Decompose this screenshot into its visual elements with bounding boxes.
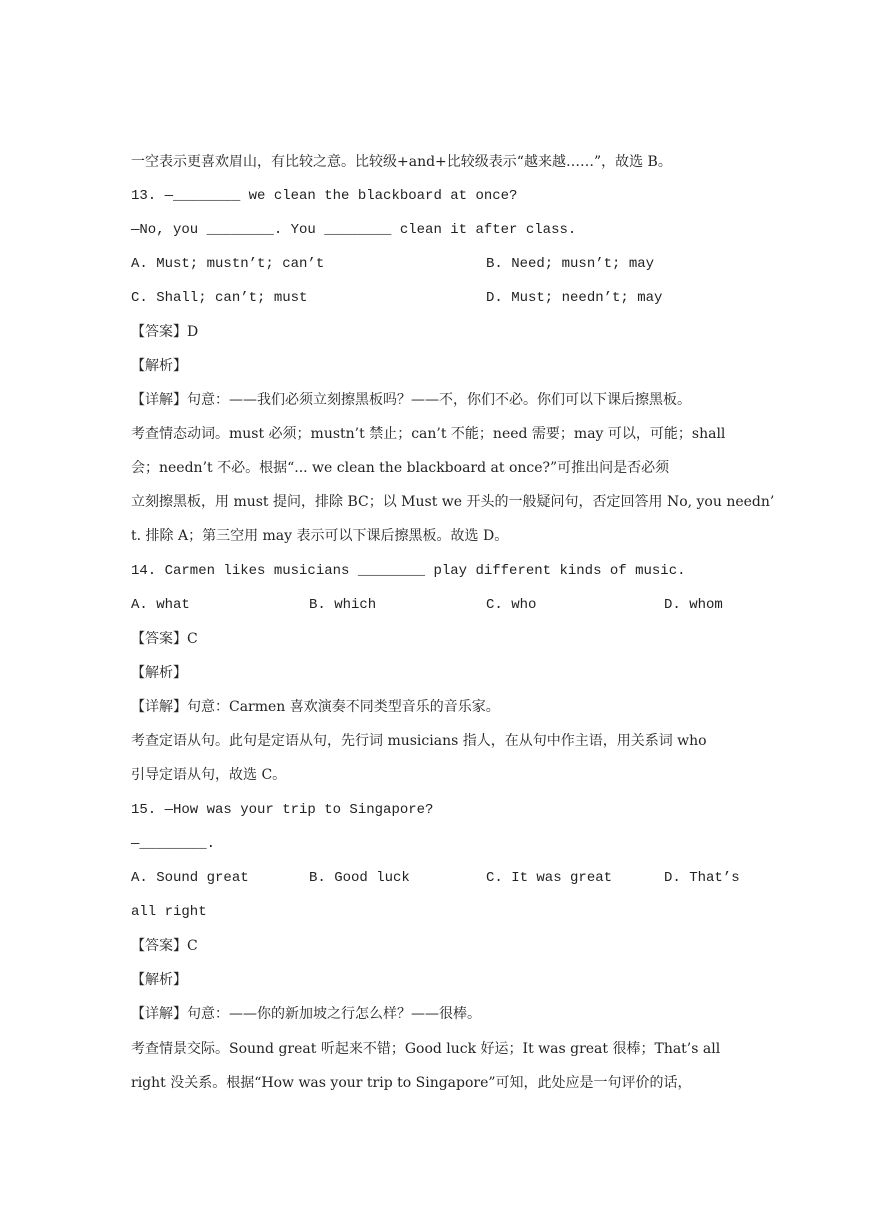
question-13-response: —No, you ________. You ________ clean it after class. [131, 222, 577, 238]
text-line: 一空表示更喜欢眉山，有比较之意。比较级+and+比较级表示“越来越……”，故选 B。 [131, 154, 672, 170]
option-14-a: A. what [131, 597, 190, 613]
analysis-15-line: 考查情景交际。Sound great 听起来不错；Good luck 好运；It was great 很棒；That’s all [131, 1041, 721, 1057]
option-13-a: A. Must; mustn’t; can’t [131, 256, 325, 272]
option-13-b: B. Need; musn’t; may [486, 256, 655, 272]
analysis-13-line: 【详解】句意：——我们必须立刻擦黑板吗？——不，你们不必。你们可以下课后擦黑板。 [131, 392, 691, 408]
answer-13: 【答案】D [131, 324, 199, 340]
analysis-13-line: 立刻擦黑板，用 must 提问，排除 BC；以 Must we 开头的一般疑问句，否定回答用 No, you needn’ [131, 494, 775, 510]
option-15-a: A. Sound great [131, 870, 249, 886]
answer-15: 【答案】C [131, 938, 198, 954]
option-14-c: C. who [486, 597, 537, 613]
option-14-b: B. which [309, 597, 377, 613]
analysis-14-line: 引导定语从句，故选 C。 [131, 767, 287, 783]
option-15-c: C. It was great [486, 870, 613, 886]
analysis-14-heading: 【解析】 [131, 665, 187, 681]
option-13-d: D. Must; needn’t; may [486, 290, 663, 306]
question-15: 15. —How was your trip to Singapore? [131, 802, 434, 818]
analysis-15-heading: 【解析】 [131, 972, 187, 988]
analysis-15-line: right 没关系。根据“How was your trip to Singapore”可知，此处应是一句评价的话， [131, 1075, 692, 1091]
option-15-d-wrap: all right [131, 904, 207, 920]
answer-14: 【答案】C [131, 631, 198, 647]
analysis-15-line: 【详解】句意：——你的新加坡之行怎么样？——很棒。 [131, 1006, 481, 1022]
option-13-c: C. Shall; can’t; must [131, 290, 308, 306]
option-15-d: D. That’s [664, 870, 740, 886]
option-14-d: D. whom [664, 597, 723, 613]
analysis-14-line: 考查定语从句。此句是定语从句，先行词 musicians 指人，在从句中作主语，用关系词 who [131, 733, 707, 749]
analysis-13-line: t. 排除 A；第三空用 may 表示可以下课后擦黑板。故选 D。 [131, 528, 509, 544]
option-15-b: B. Good luck [309, 870, 410, 886]
analysis-13-heading: 【解析】 [131, 358, 187, 374]
analysis-13-line: 会；needn’t 不必。根据“... we clean the blackboard at once?”可推出问是否必须 [131, 460, 670, 476]
question-15-response: —________. [131, 836, 216, 852]
question-13: 13. —________ we clean the blackboard at once? [131, 188, 518, 204]
question-14: 14. Carmen likes musicians ________ play different kinds of music. [131, 563, 686, 579]
analysis-13-line: 考查情态动词。must 必须；mustn’t 禁止；can’t 不能；need 需要；may 可以，可能；shall [131, 426, 726, 442]
analysis-14-line: 【详解】句意：Carmen 喜欢演奏不同类型音乐的音乐家。 [131, 699, 500, 715]
